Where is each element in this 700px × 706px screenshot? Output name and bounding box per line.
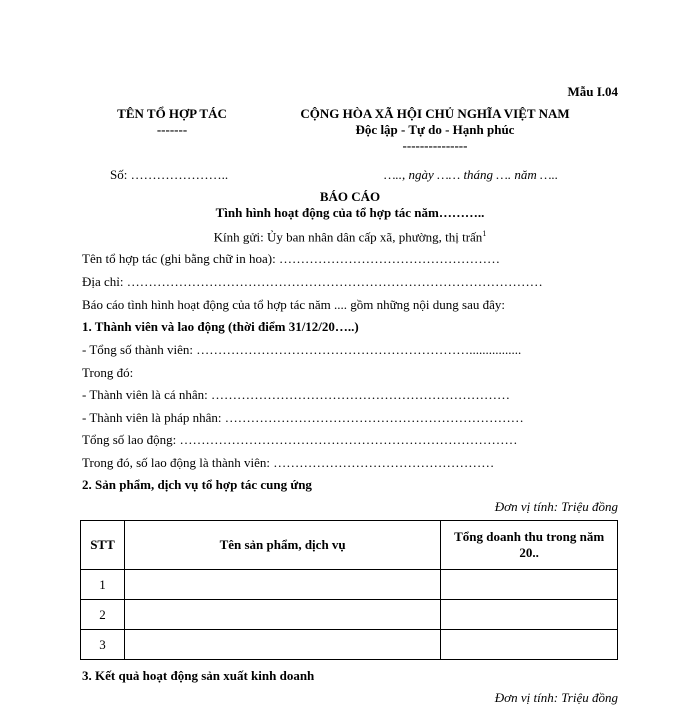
report-title: BÁO CÁO [319, 189, 381, 204]
line-among: Trong đó: [82, 365, 134, 380]
unit-label-2: Đơn vị tính: Triệu đồng [494, 690, 618, 705]
number-line: Số: ………………….. [110, 167, 229, 182]
section-3-heading: 3. Kết quả hoạt động sản xuất kinh doanh [82, 668, 315, 683]
table-row [81, 600, 618, 630]
header-stt: STT [81, 521, 125, 570]
table-row [81, 630, 618, 660]
row-stt: 1 [81, 570, 125, 600]
row-stt: 3 [81, 630, 125, 660]
org-dash: ------- [156, 122, 188, 137]
section-1-heading: 1. Thành viên và lao động (thời điểm 31/12/20…..) [82, 319, 359, 334]
unit-label: Đơn vị tính: Triệu đồng [494, 499, 618, 514]
form-code: Mẫu I.04 [567, 84, 618, 99]
table-header-row [81, 521, 618, 570]
header-revenue: Tổng doanh thu trong năm 20.. [441, 521, 618, 570]
row-stt: 2 [81, 600, 125, 630]
line-name: Tên tổ hợp tác (ghi bằng chữ in hoa): …………………………………………… [82, 251, 500, 266]
line-individual: - Thành viên là cá nhân: …………………………………………………………… [82, 387, 510, 402]
report-subtitle: Tình hình hoạt động của tổ hợp tác năm……….. [215, 205, 485, 220]
nation-name: CỘNG HÒA XÃ HỘI CHỦ NGHĨA VIỆT NAM [300, 106, 570, 121]
row-revenue [441, 630, 618, 660]
line-address: Địa chỉ: …………………………………………………………………………………… [82, 274, 543, 289]
report-recipient: Kính gửi: Ủy ban nhân dân cấp xã, phường, thị trấn$^1$ [213, 229, 487, 245]
header-product: Tên sản phẩm, dịch vụ [124, 521, 440, 570]
line-legal: - Thành viên là pháp nhân: …………………………………………………………… [82, 410, 524, 425]
line-total-members: - Tổng số thành viên: ………………………………………………………................ [82, 342, 522, 357]
nation-motto: Độc lập - Tự do - Hạnh phúc [355, 122, 515, 137]
nation-dash: --------------- [402, 138, 468, 153]
row-product [124, 600, 440, 630]
row-product [124, 630, 440, 660]
line-labor-members: Trong đó, số lao động là thành viên: …………………………………………… [82, 455, 495, 470]
row-product [124, 570, 440, 600]
row-revenue [441, 570, 618, 600]
date-line: ….., ngày …… tháng …. năm ….. [384, 167, 559, 182]
row-revenue [441, 600, 618, 630]
line-total-labor: Tổng số lao động: …………………………………………………………………… [82, 432, 518, 447]
org-name: TÊN TỔ HỢP TÁC [117, 106, 227, 121]
line-intro: Báo cáo tình hình hoạt động của tổ hợp tác năm .... gồm những nội dung sau đây: [82, 297, 505, 312]
footnote-mark: 1 [482, 229, 487, 238]
section-2-heading: 2. Sản phẩm, dịch vụ tổ hợp tác cung ứng [82, 477, 312, 492]
products-table [80, 520, 618, 660]
table-row [81, 570, 618, 600]
